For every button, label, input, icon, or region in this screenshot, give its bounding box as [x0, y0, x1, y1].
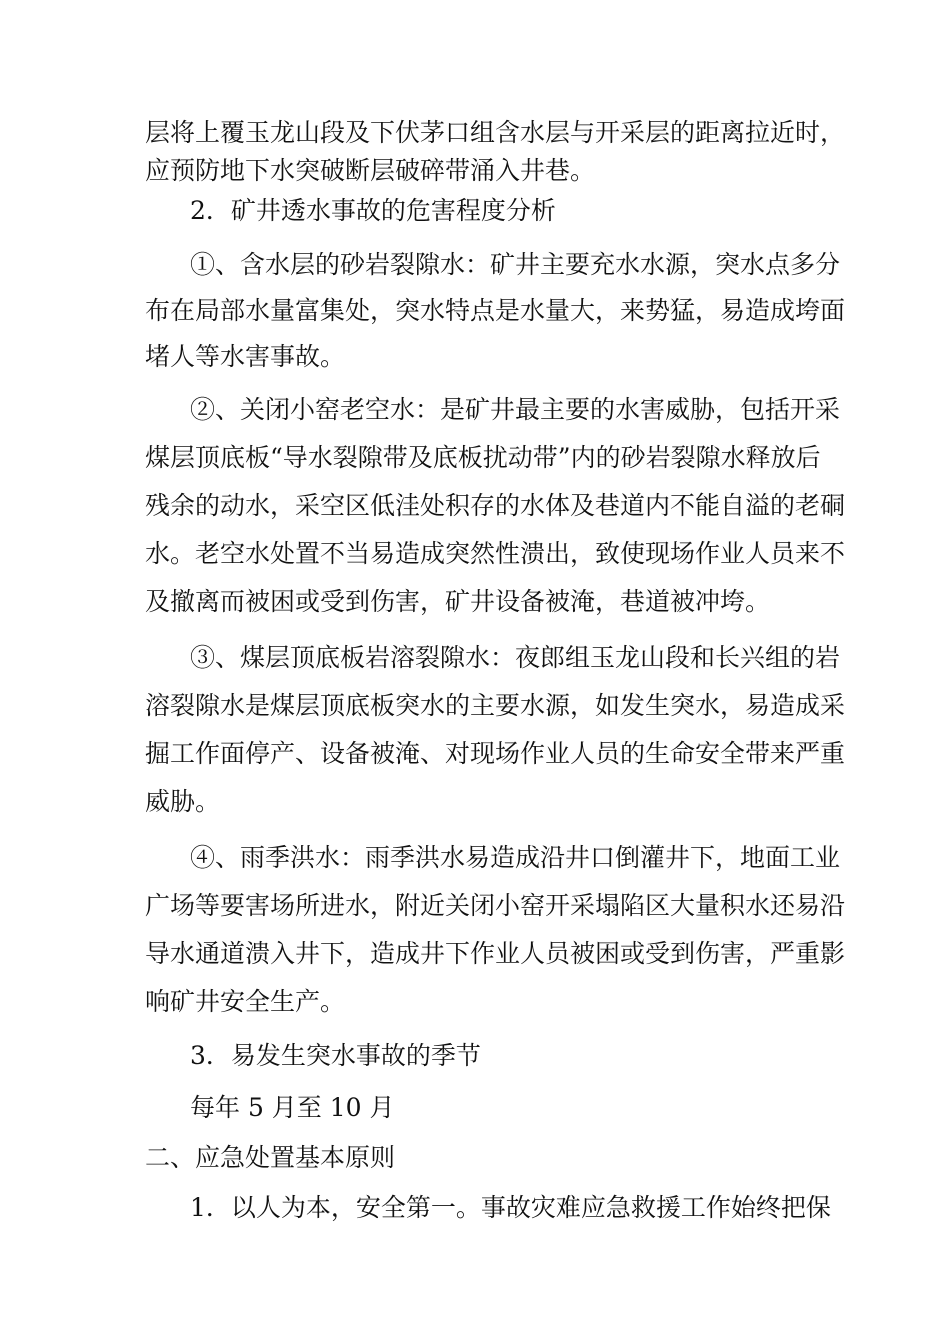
text-line-8: 煤层顶底板“导水裂隙带及底板扰动带”内的砂岩裂隙水释放后 [145, 443, 821, 472]
text-line-16: ④、雨季洪水：雨季洪水易造成沿井口倒灌井下，地面工业 [190, 843, 841, 872]
text-line-7: ②、关闭小窑老空水：是矿井最主要的水害威胁，包括开采 [190, 395, 841, 424]
text-line-6: 堵人等水害事故。 [145, 342, 346, 371]
section-heading-2: 2．矿井透水事故的危害程度分析 [190, 196, 556, 225]
text-line-9: 残余的动水，采空区低洼处积存的水体及巷道内不能自溢的老硐 [145, 491, 846, 520]
text-line-11: 及撤离而被困或受到伤害，矿井设备被淹，巷道被冲垮。 [145, 587, 771, 616]
text-line-4: ①、含水层的砂岩裂隙水：矿井主要充水水源，突水点多分 [190, 250, 841, 279]
section-heading-3: 3．易发生突水事故的季节 [190, 1041, 481, 1070]
text-line-18: 导水通道溃入井下，造成井下作业人员被困或受到伤害，严重影 [145, 939, 846, 968]
chapter-heading-2: 二、应急处置基本原则 [145, 1143, 396, 1172]
text-line-19: 响矿井安全生产。 [145, 987, 346, 1016]
text-line-23: 1．以人为本，安全第一。事故灾难应急救援工作始终把保 [190, 1193, 831, 1222]
text-line-12: ③、煤层顶底板岩溶裂隙水：夜郎组玉龙山段和长兴组的岩 [190, 643, 841, 672]
text-line-21: 每年 5 月至 10 月 [190, 1093, 395, 1122]
text-line-10: 水。老空水处置不当易造成突然性溃出，致使现场作业人员来不 [145, 539, 846, 568]
text-line-15: 威胁。 [145, 787, 221, 816]
text-line-14: 掘工作面停产、设备被淹、对现场作业人员的生命安全带来严重 [145, 739, 846, 768]
text-line-1: 层将上覆玉龙山段及下伏茅口组含水层与开采层的距离拉近时， [145, 118, 846, 147]
text-line-5: 布在局部水量富集处，突水特点是水量大，来势猛，易造成垮面 [145, 296, 846, 325]
text-line-2: 应预防地下水突破断层破碎带涌入井巷。 [145, 156, 596, 185]
text-line-13: 溶裂隙水是煤层顶底板突水的主要水源，如发生突水，易造成采 [145, 691, 846, 720]
text-line-17: 广场等要害场所进水，附近关闭小窑开采塌陷区大量积水还易沿 [145, 891, 846, 920]
